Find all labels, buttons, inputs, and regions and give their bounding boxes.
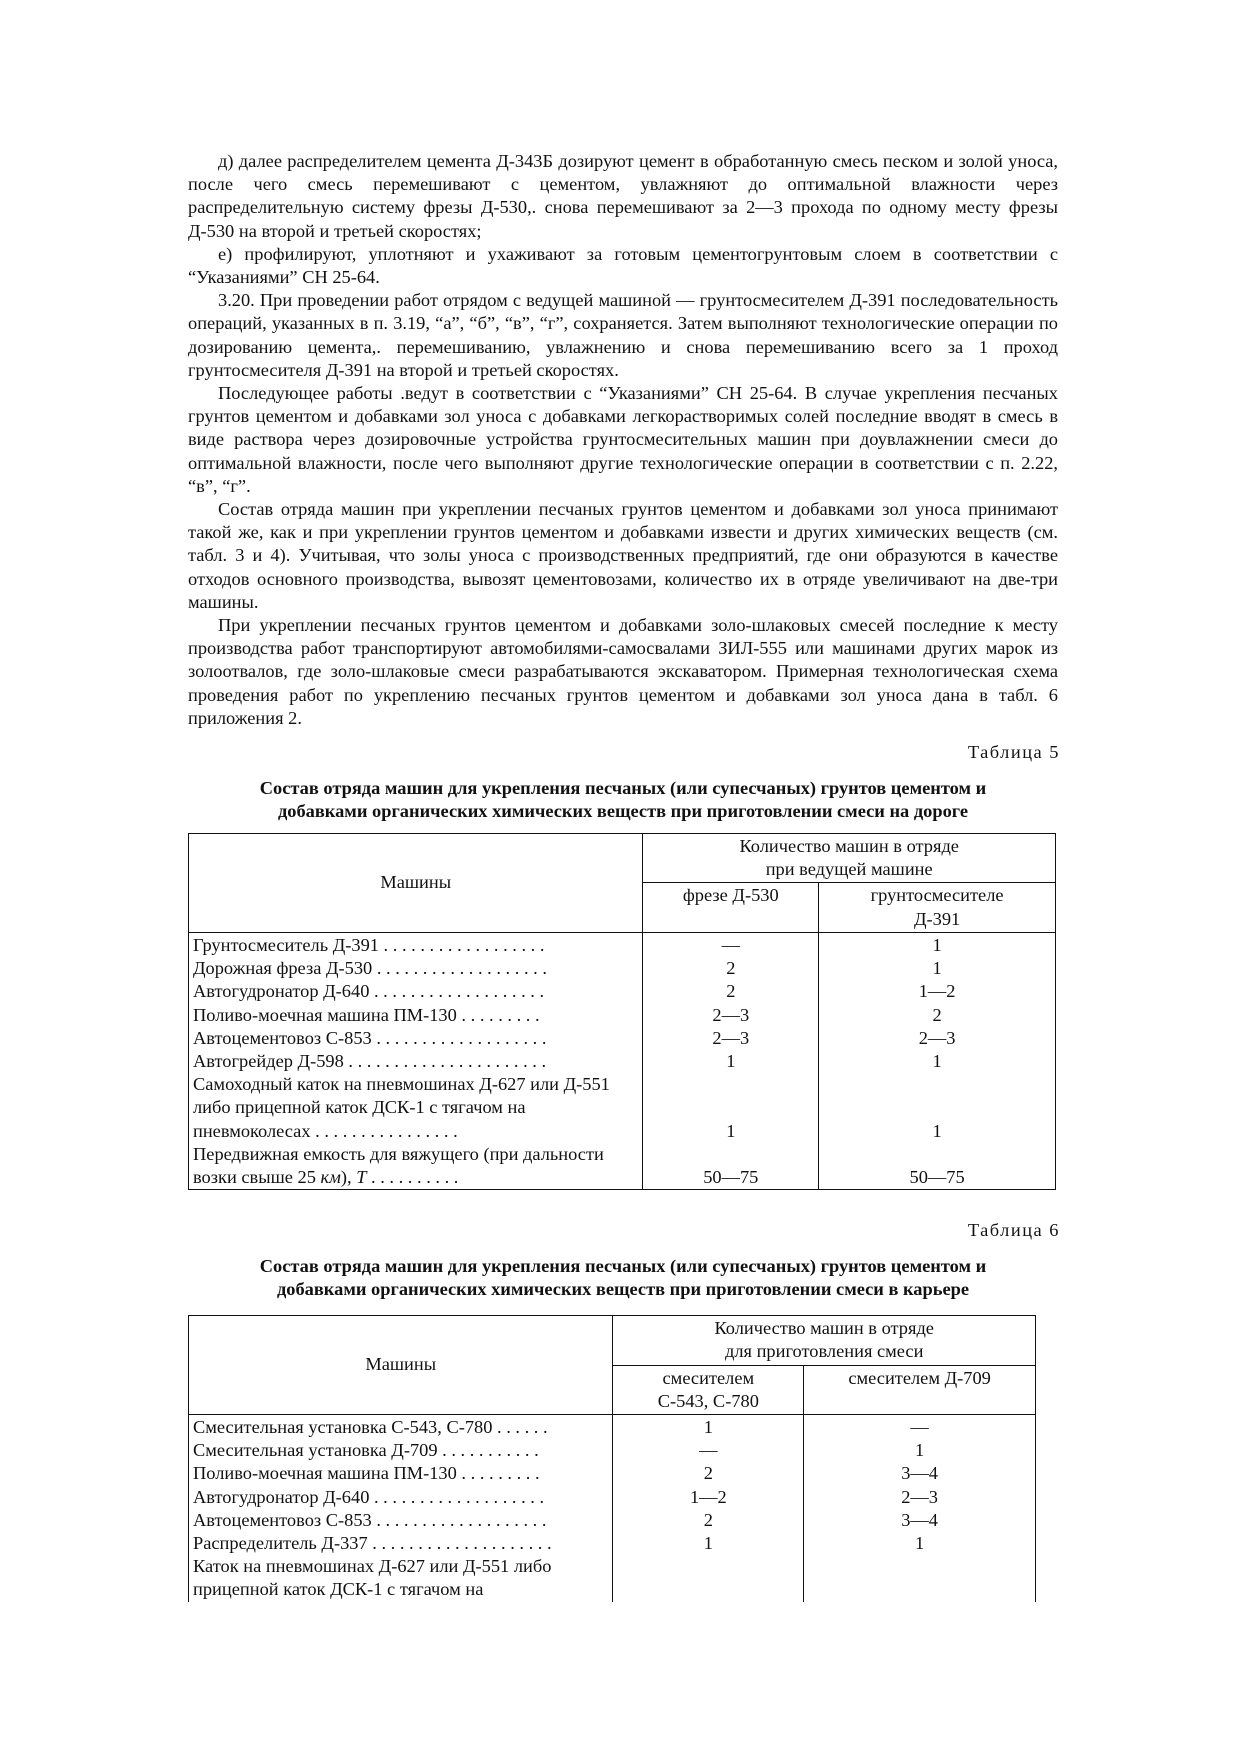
table5-row-col2: 1 [819, 932, 1056, 957]
table5-header-machines: Машины [189, 834, 643, 933]
table6-row-col1: — [613, 1439, 804, 1462]
table6-row-name: Автоцементовоз С-853 . . . . . . . . . . . . . . . . . . . [189, 1509, 613, 1532]
table6-header-group [613, 1316, 1036, 1365]
table5-last-name-dots: . . . . . . . . . . [366, 1166, 459, 1187]
table6-header-col1-line1: смесителем [662, 1367, 755, 1388]
table-row [189, 1462, 1036, 1485]
table5-row-name: Автогудронатор Д-640 . . . . . . . . . . . . . . . . . . . [189, 980, 643, 1003]
table6-row-col1: 1 [613, 1532, 804, 1555]
table6-row-col2: 2—3 [804, 1486, 1036, 1509]
paragraph-d: д) далее распределителем цемента Д-343Б дозируют цемент в обработанную смесь песком и золой уноса, после чего смесь перемешивают с цементом, увлажняют до оптимальной влажности через распределительную систему фрезы Д-530,. снова перемешивают за 2—3 прохода по одному месту фрезы Д-530 на второй и третьей скоростях; [188, 151, 1058, 241]
table5-row-name [189, 1143, 643, 1190]
table6-row-name: Автогудронатор Д-640 . . . . . . . . . . . . . . . . . . . [189, 1486, 613, 1509]
table5-row-name: Автоцементовоз С-853 . . . . . . . . . . . . . . . . . . . [189, 1027, 643, 1050]
table5-last-name-var: Т [356, 1166, 367, 1187]
table5-row-name: Поливо-моечная машина ПМ-130 . . . . . . . . . [189, 1004, 643, 1027]
table5-row-col1: 1 [643, 1073, 819, 1143]
table6-title-line2: добавками органических химических веществ при приготовлении смеси в карьере [276, 1279, 970, 1300]
table6-header-col1 [613, 1365, 804, 1414]
table-row [189, 1532, 1036, 1555]
table-row [189, 1555, 1036, 1601]
paragraph-3-20: 3.20. При проведении работ отрядом с ведущей машиной — грунтосмесителем Д-391 последовательность операций, указанных в п. 3.19, “а”, “б”, “в”, “г”, сохраняется. Затем выполняют технологические операции по дозированию цемента,. перемешиванию, увлажнению и снова перемешиванию всего за 1 проход грунтосмесителя Д-391 на второй и третьей скоростях. [188, 290, 1058, 380]
table5-row-col2: 2 [819, 1004, 1056, 1027]
table5-title-line2: добавками органических химических веществ при приготовлении смеси на дороге [277, 801, 969, 822]
table5-header-col2 [819, 883, 1056, 932]
table5-row-col1: 2—3 [643, 1004, 819, 1027]
table-row [189, 1027, 1056, 1050]
table5-header-col2-line1: грунтосмесителе [870, 885, 1004, 906]
table5-row-col2: 50—75 [819, 1143, 1056, 1190]
table6-row-col2: 1 [804, 1439, 1036, 1462]
table6-row-col1: 1—2 [613, 1486, 804, 1509]
table5-header-col1: фрезе Д-530 [643, 883, 819, 932]
table5-title [188, 777, 1058, 823]
paragraph-subsequent-works: Последующее работы .ведут в соответствии с “Указаниями” СН 25-64. В случае укрепления песчаных грунтов цементом и добавками зол уноса с добавками легкорастворимых солей последние вводят в смесь в виде раствора через дозировочные устройства грунтосмесительных машин при доувлажнении смеси до оптимальной влажности, после чего выполняют другие технологические операции в соответствии с п. 2.22, “в”, “г”. [188, 383, 1058, 496]
table-row [189, 980, 1056, 1003]
table6 [188, 1315, 1036, 1601]
table5-row-col1: — [643, 932, 819, 957]
table-row [189, 1486, 1036, 1509]
table5-row-col2: 1—2 [819, 980, 1056, 1003]
paragraph-team-composition: Состав отряда машин при укреплении песчаных грунтов цементом и добавками зол уноса принимают такой же, как и при укреплении грунтов цементом и добавками извести и других химических веществ (см. табл. 3 и 4). Учитывая, что золы уноса с производственных предприятий, где они образуются в качестве отходов основного производства, вывозят цементовозами, количество их в отряде увеличивают на две-три машины. [188, 499, 1058, 612]
table6-row-col2 [804, 1555, 1036, 1601]
paragraph-ash-slag: При укреплении песчаных грунтов цементом и добавками золо-шлаковых смесей последние к месту производства работ транспортируют автомобилями-самосвалами ЗИЛ-555 или машинами других марок из золоотвалов, где золо-шлаковые смеси разрабатываются экскаватором. Примерная технологическая схема проведения работ по укреплению песчаных грунтов цементом и добавками зол уноса дана в табл. 6 приложения 2. [188, 615, 1058, 728]
table5-row-col2: 1 [819, 957, 1056, 980]
table5-header-group-line1: Количество машин в отряде [739, 836, 959, 857]
table6-row-name: Смесительная установка С-543, С-780 . . . . . . [189, 1414, 613, 1439]
table6-header-group-line1: Количество машин в отряде [714, 1318, 934, 1339]
table6-row-name: Распределитель Д-337 . . . . . . . . . . . . . . . . . . . . [189, 1532, 613, 1555]
table6-caption: Таблица 6 [967, 1220, 1060, 1241]
table6-row-name: Каток на пневмошинах Д-627 или Д-551 либо прицепной каток ДСК-1 с тягачом на [189, 1555, 613, 1601]
document-page [188, 150, 1058, 1602]
table6-header-col2: смесителем Д-709 [804, 1365, 1036, 1414]
table6-row-name: Смесительная установка Д-709 . . . . . . . . . . . [189, 1439, 613, 1462]
paragraph-e: е) профилируют, уплотняют и ухаживают за готовым цементогрунтовым слоем в соответствии с “Указаниями” СН 25-64. [188, 243, 1058, 288]
table5-last-name-mid: ), [340, 1166, 357, 1187]
table5-row-name: Автогрейдер Д-598 . . . . . . . . . . . . . . . . . . . . . . [189, 1050, 643, 1073]
table5 [188, 833, 1056, 1190]
table6-row-name: Поливо-моечная машина ПМ-130 . . . . . . . . . [189, 1462, 613, 1485]
table-row [189, 1143, 1056, 1190]
table6-header-machines: Машины [189, 1316, 613, 1415]
table6-header-col1-line2: С-543, С-780 [657, 1390, 759, 1411]
table5-header-col2-line2: Д-391 [913, 908, 961, 929]
table5-row-col1: 2 [643, 957, 819, 980]
table5-row-col2: 2—3 [819, 1027, 1056, 1050]
table-row [189, 1050, 1056, 1073]
table5-header-group-line2: при ведущей машине [765, 859, 933, 880]
table6-row-col1: 2 [613, 1462, 804, 1485]
table5-row-name: Грунтосмеситель Д-391 . . . . . . . . . . . . . . . . . . [189, 932, 643, 957]
table6-row-col2: — [804, 1414, 1036, 1439]
table5-header-group [643, 834, 1056, 883]
table5-caption: Таблица 5 [967, 742, 1060, 763]
table5-row-col2: 1 [819, 1073, 1056, 1143]
table5-row-name: Самоходный каток на пневмошинах Д-627 или Д-551 либо прицепной каток ДСК-1 с тягачом на пневмоколесах . . . . . . . . . . . . . . . . [189, 1073, 643, 1143]
table6-row-col2: 3—4 [804, 1509, 1036, 1532]
table-row [189, 1073, 1056, 1143]
table6-header-group-line2: для приготовления смеси [724, 1341, 924, 1362]
table-row [189, 1414, 1036, 1439]
table5-last-name-unit: км [320, 1166, 341, 1187]
table6-row-col1 [613, 1555, 804, 1601]
table-row [189, 957, 1056, 980]
table5-row-col1: 1 [643, 1050, 819, 1073]
table6-row-col1: 1 [613, 1414, 804, 1439]
table6-row-col2: 1 [804, 1532, 1036, 1555]
table5-title-line1: Состав отряда машин для укрепления песчаных (или супесчаных) грунтов цементом и [259, 778, 987, 799]
table6-row-col1: 2 [613, 1509, 804, 1532]
table5-row-col1: 2 [643, 980, 819, 1003]
table6-row-col2: 3—4 [804, 1462, 1036, 1485]
table6-title-line1: Состав отряда машин для укрепления песчаных (или супесчаных) грунтов цементом и [259, 1256, 987, 1277]
table5-last-name-prefix: Передвижная емкость для вяжущего (при дальности возки свыше 25 [193, 1143, 604, 1187]
table5-row-col2: 1 [819, 1050, 1056, 1073]
table-row [189, 932, 1056, 957]
table5-row-col1: 50—75 [643, 1143, 819, 1190]
table-row [189, 1004, 1056, 1027]
table5-row-name: Дорожная фреза Д-530 . . . . . . . . . . . . . . . . . . . [189, 957, 643, 980]
table-row [189, 1439, 1036, 1462]
table6-title [188, 1255, 1058, 1301]
table5-row-col1: 2—3 [643, 1027, 819, 1050]
table-row [189, 1509, 1036, 1532]
